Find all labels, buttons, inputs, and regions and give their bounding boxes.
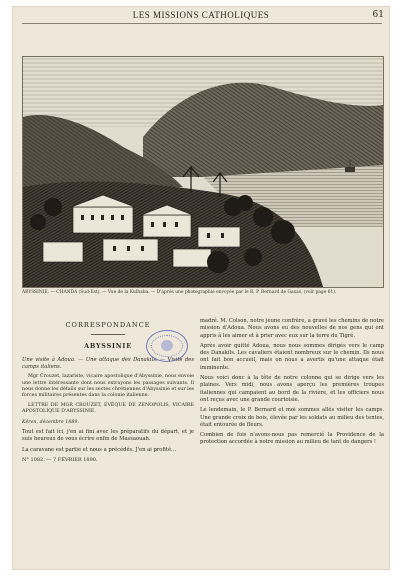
engraving-illustration	[22, 56, 384, 288]
header-rule	[22, 23, 382, 24]
stamp-seal	[161, 340, 173, 351]
issue-info: N° 1082. — 7 FÉVRIER 1890.	[22, 456, 98, 463]
right-column	[200, 318, 384, 450]
right-paragraph: Combien de fois n'avons-nous pas remercié la Providence de la protection accordée à notre mission au milieu de tant de dangers !	[200, 432, 384, 446]
journal-page	[12, 6, 390, 570]
summary-paragraph: Mgr Crouzet, lazariste, vicaire apostolique d'Abyssinie, nous envoie une lettre intéressante dont nous extrayons les passages suivants. Il nous donne les détails sur les sectes chrétiennes d'Abyssinie et sur les forces militaires présentes dans la colonie italienne.	[22, 374, 194, 399]
right-paragraph: Nous voici donc à la tête de notre colonne qui se dirige vers les plaines. Vers midi, nous avons aperçu les premières troupes italiennes qui campaient au bord de la rivière, et les officiers nous ont reçus avec une grande courtoisie.	[200, 375, 384, 403]
left-paragraph: La caravane est partie et nous a précédés. J'en ai profité…	[22, 446, 177, 453]
section-title: CORRESPONDANCE	[65, 321, 151, 329]
running-title: LES MISSIONS CATHOLIQUES	[132, 10, 270, 20]
figure-caption: ABYSSINIE. — CHANDA (Sud-Est). — Vue de la Kulhaba. — D'après une photographie envoyée par le R. P. Bernard de Gaxas, (voir page 61).	[22, 290, 337, 295]
right-paragraph: Après avoir quitté Adoua, nous nous sommes dirigés vers le camp des Danakils. Les cavaliers étaient nombreux sur le chemin. Ils nous ont fait bon accueil, mais on nous a avertis qu'une attaque était imminente.	[200, 342, 384, 371]
page-number: 61	[372, 10, 384, 20]
section-rule	[91, 334, 125, 335]
landscape-engraving	[23, 57, 383, 287]
library-stamp	[146, 330, 188, 362]
subtitle: Une visite à Adoua. — Une attaque des Danakils. — Visite des camps italiens.	[22, 356, 194, 370]
right-paragraph: Le lendemain, le P. Bernard et moi sommes allés visiter les camps. Une grande croix de bois, élevée par les soldats au milieu des tentes, était entourée de fleurs.	[200, 407, 384, 428]
right-paragraph: madré. M. Colson, notre jeune confrère, a gravé les chemins de notre mission d'Adoua. Nous avons eu des nouvelles de nos gens qui ont appris à les aimer et à prier avec eux sur la terre du Tigré.	[200, 318, 384, 339]
dateline: Kéren, décembre 1889.	[22, 419, 80, 425]
letter-heading: LETTRE DE MGR CROUZET, ÉVÊQUE DE ZENOPOLIS, VICAIRE APOSTOLIQUE D'ABYSSINIE.	[22, 402, 194, 415]
left-paragraph: Tout est fait ici, j'en ai fini avec les préparatifs du départ, et je suis heureux de vous écrire enfin de Massaouah.	[22, 428, 194, 443]
subsection-title: ABYSSINIE	[84, 342, 132, 351]
